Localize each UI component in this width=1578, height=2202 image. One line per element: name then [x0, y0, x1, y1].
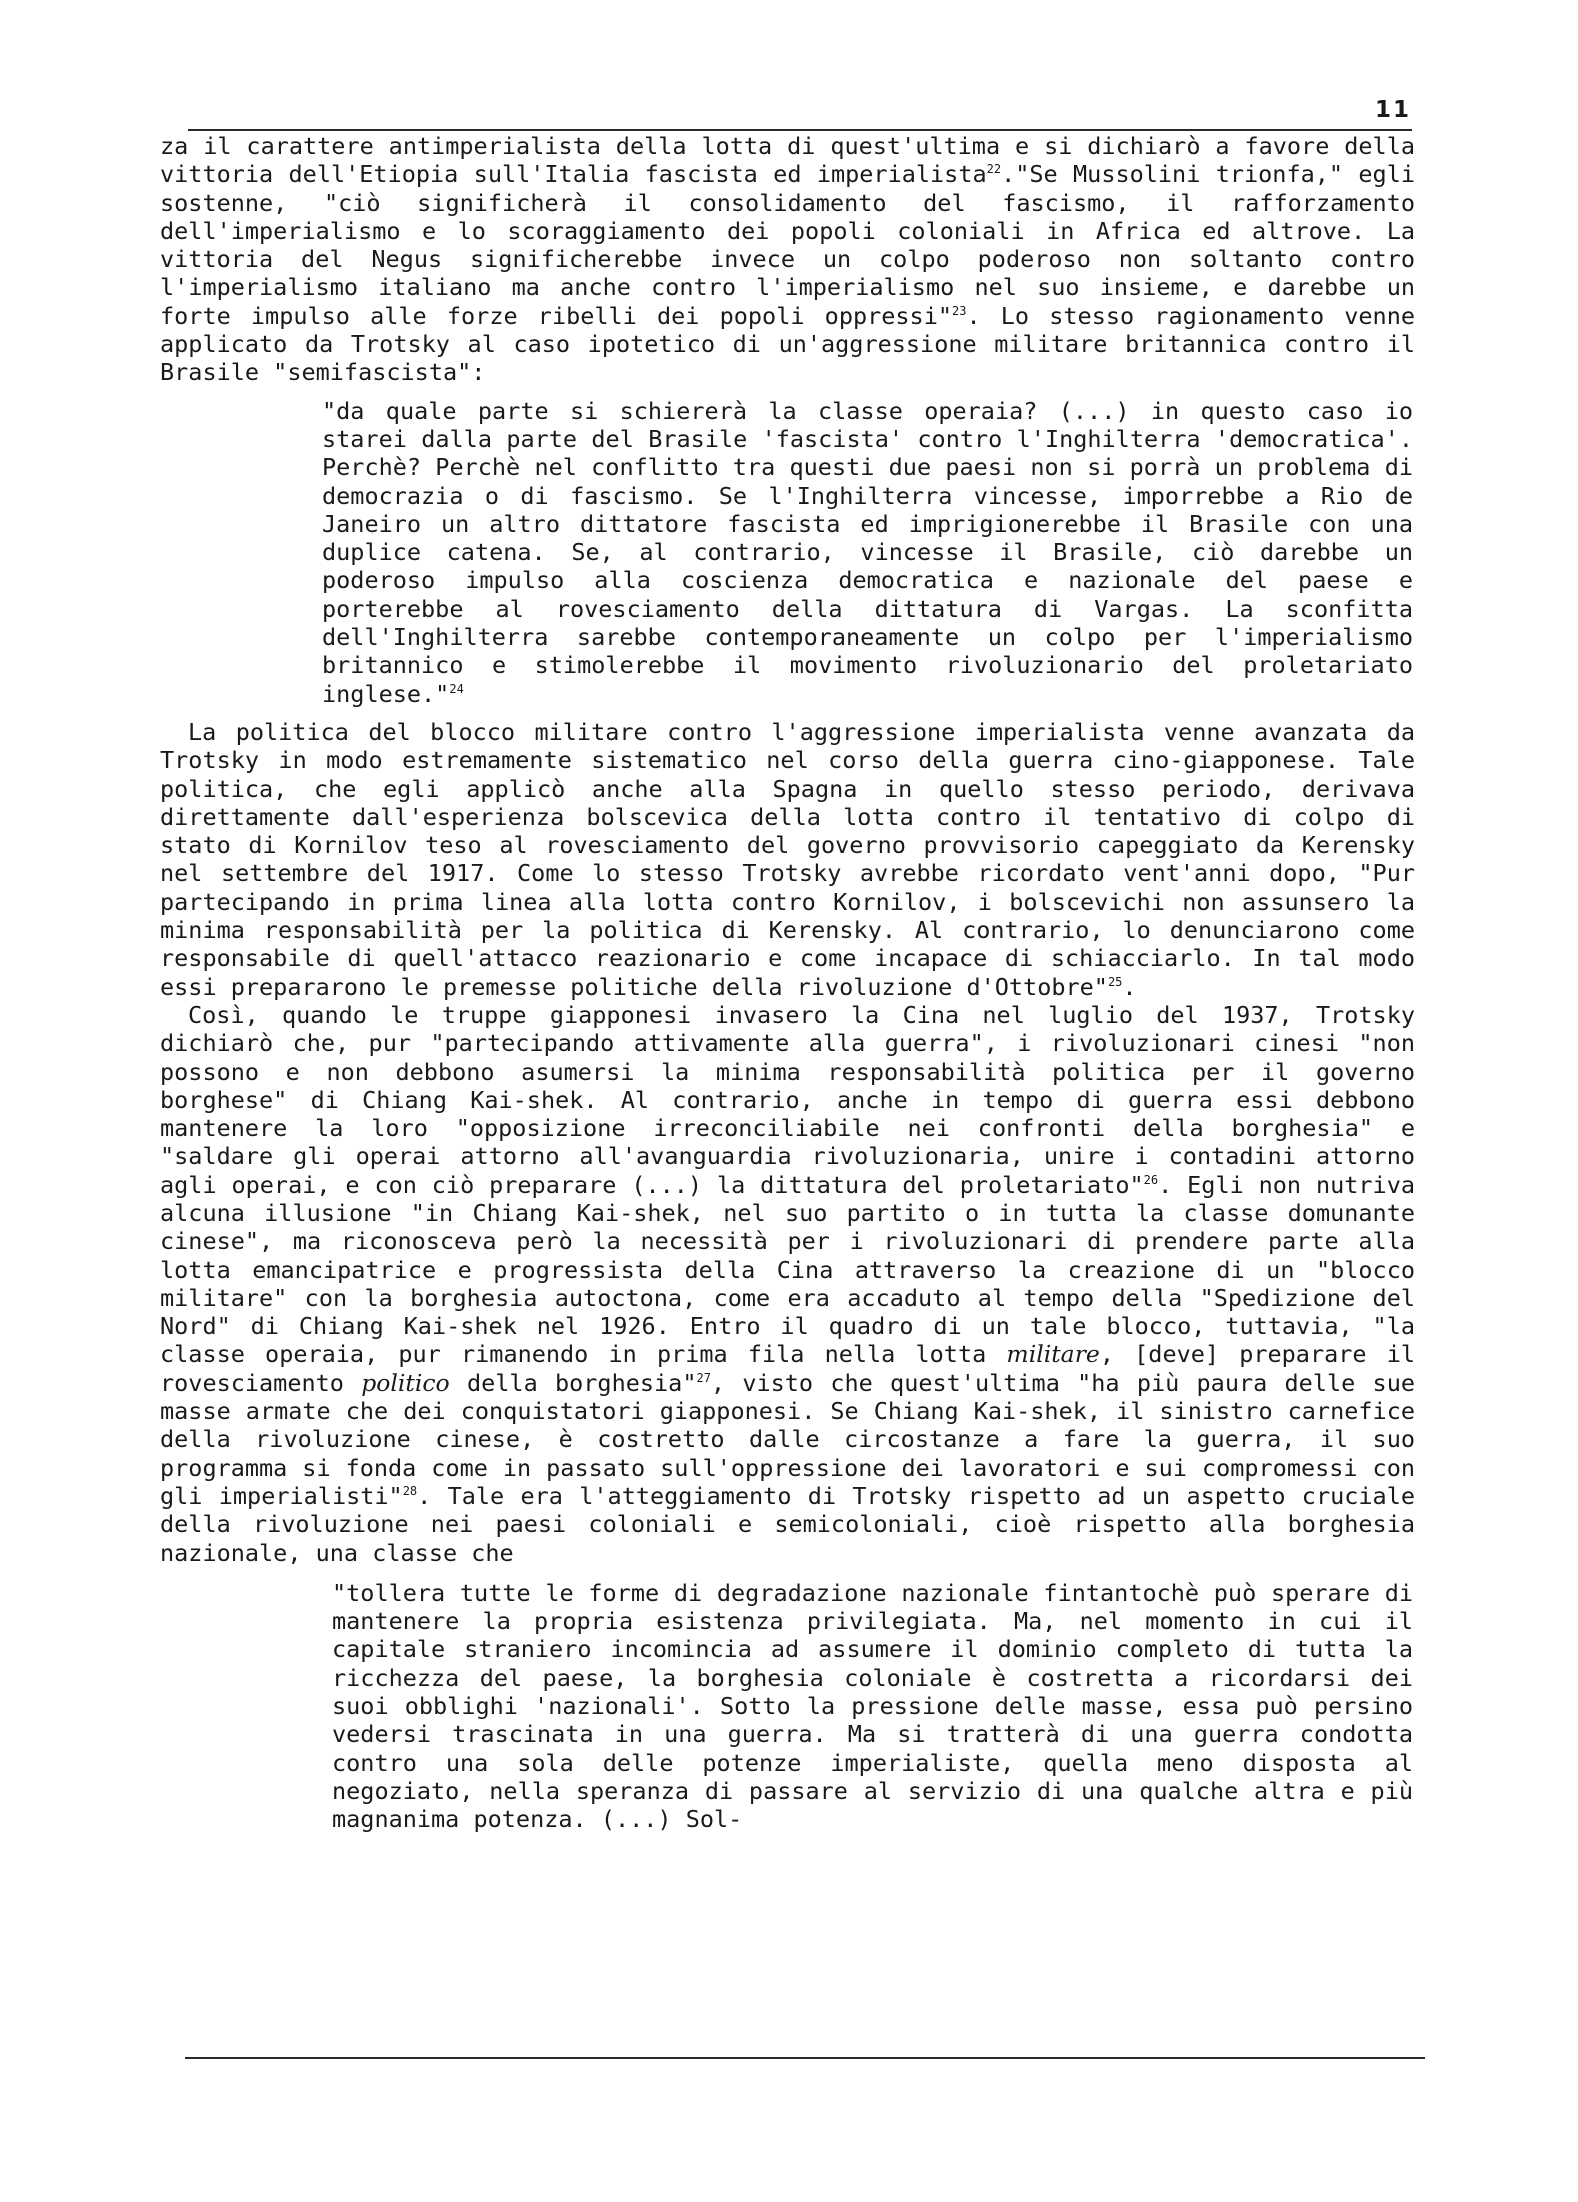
paragraph-text: . Egli non nutriva alcuna illusione "in Chiang Kai-shek, nel suo partito o in tutta la classe domunante cinese", ma riconosceva però la necessità per i rivoluzionari di prendere parte alla lotta emancipatrice e progressista della Cina attraverso la creazione di un "blocco militare" con la borghesia autoctona, come era accaduto al tempo della "Spedizione del Nord" di Chiang Kai-shek nel 1926. Entro il quadro di un tale blocco, tuttavia, "la classe operaia, pur rimanendo in prima fila nella lotta [160, 1170, 1416, 1369]
paragraph-3 [160, 1001, 1415, 1567]
paragraph-2 [160, 718, 1415, 1001]
paragraph-1 [160, 132, 1415, 387]
page-body [160, 132, 1415, 1834]
footer-rule [185, 2057, 1425, 2059]
block-quote-2 [332, 1579, 1413, 1834]
paragraph-text: Così, quando le truppe giapponesi invasero la Cina nel luglio del 1937, Trotsky dichiarò che, pur "partecipando attivamente alla guerra", i rivoluzionari cinesi "non possono e non debbono asumersi la minima responsabilità politica per il governo borghese" di Chiang Kai-shek. Al contrario, anche in tempo di guerra essi debbono mantenere la loro "opposizione irreconciliabile nei confronti della borghesia" e "saldare gli operai attorno all'avanguardia rivoluzionaria, unire i contadini attorno agli operai, e con ciò preparare (...) la dittatura del proletariato" [160, 1000, 1415, 1199]
emphasis-text: politico [361, 1368, 450, 1397]
footnote-ref: 24 [449, 681, 464, 696]
footnote-ref: 23 [952, 303, 967, 318]
paragraph-text: La politica del blocco militare contro l'aggressione imperialista venne avanzata da Trotsky in modo estremamente sistematico nel corso della guerra cino-giapponese. Tale politica, che egli applicò anche alla Spagna in quello stesso periodo, derivava direttamente dall'esperienza bolscevica della lotta contro il tentativo di colpo di stato di Kornilov teso al rovesciamento del governo provvisorio capeggiato da Kerensky nel settembre del 1917. Come lo stesso Trotsky avrebbe ricordato vent'anni dopo, "Pur partecipando in prima linea alla lotta contro Kornilov, i bolscevichi non assunsero la minima responsabilità per la politica di Kerensky. Al contrario, lo denunciarono come responsabile di quell'attacco reazionario e come incapace di schiacciarlo. In tal modo essi prepararono le premesse politiche della rivoluzione d'Ottobre" [160, 717, 1415, 1001]
footnote-ref: 22 [986, 162, 1002, 177]
quote-text: "tollera tutte le forme di degradazione nazionale fintantochè può sperare di mantenere la propria esistenza privilegiata. Ma, nel momento in cui il capitale straniero incomincia ad assumere il dominio completo di tutta la ricchezza del paese, la borghesia coloniale è costretta a ricordarsi dei suoi obblighi 'nazionali'. Sotto la pressione delle masse, essa può persino vedersi trascinata in una guerra. Ma si tratterà di una guerra condotta contro una sola delle potenze imperialiste, quella meno disposta al negoziato, nella speranza di passare al servizio di una qualche altra e più magnanima potenza. (...) Sol- [332, 1578, 1413, 1834]
paragraph-text: della borghesia" [449, 1368, 697, 1397]
header-rule [188, 129, 1412, 131]
footnote-ref: 25 [1107, 974, 1123, 989]
page-number: 11 [1375, 97, 1412, 123]
paragraph-text: . [1122, 972, 1137, 1001]
paragraph-text: za il carattere antimperialista della lotta di quest'ultima e si dichiarò a favore della vittoria dell'Etiopia sull'Italia fascista ed imperialista [160, 132, 1415, 189]
footnote-ref: 26 [1143, 1172, 1159, 1187]
block-quote-1 [322, 397, 1413, 708]
footnote-ref: 28 [402, 1484, 418, 1499]
paragraph-text: , [deve] preparare il rovesciamento [160, 1340, 1415, 1397]
paragraph-text: ."Se Mussolini trionfa," egli sostenne, "ciò significherà il consolidamento del fascismo, il rafforzamento dell'imperialismo e lo scoraggiamento dei popoli coloniali in Africa ed altrove. La vittoria del Negus significherebbe invece un colpo poderoso non soltanto contro l'imperialismo italiano ma anche contro l'imperialismo nel suo insieme, e darebbe un forte impulso alle forze ribelli dei popoli oppressi" [160, 160, 1415, 330]
quote-text: "da quale parte si schiererà la classe operaia? (...) in questo caso io starei dalla parte del Brasile 'fascista' contro l'Inghilterra 'democratica'. Perchè? Perchè nel conflitto tra questi due paesi non si porrà un problema di democrazia o di fascismo. Se l'Inghilterra vincesse, imporrebbe a Rio de Janeiro un altro dittatore fascista ed imprigionerebbe il Brasile con una duplice catena. Se, al contrario, vincesse il Brasile, ciò darebbe un poderoso impulso alla coscienza democratica e nazionale del paese e porterebbe al rovesciamento della dittatura di Vargas. La sconfitta dell'Inghilterra sarebbe contemporaneamente un colpo per l'imperialismo britannico e stimolerebbe il movimento rivoluzionario del proletariato inglese." [322, 396, 1413, 708]
paragraph-text: . Lo stesso ragionamento venne applicato da Trotsky al caso ipotetico di un'aggressione militare britannica contro il Brasile "semifascista": [160, 301, 1415, 387]
emphasis-text: militare [1006, 1340, 1100, 1369]
paragraph-text: , visto che quest'ultima "ha più paura delle sue masse armate che dei conquistatori giapponesi. Se Chiang Kai-shek, il sinistro carnefice della rivoluzione cinese, è costretto dalle circostanze a fare la guerra, il suo programma si fonda come in passato sull'oppressione dei lavoratori e sui compromessi con gli imperialisti" [160, 1368, 1415, 1510]
paragraph-text: . Tale era l'atteggiamento di Trotsky rispetto ad un aspetto cruciale della rivoluzione nei paesi coloniali e semicoloniali, cioè rispetto alla borghesia nazionale, una classe che [160, 1481, 1415, 1567]
footnote-ref: 27 [696, 1370, 711, 1385]
